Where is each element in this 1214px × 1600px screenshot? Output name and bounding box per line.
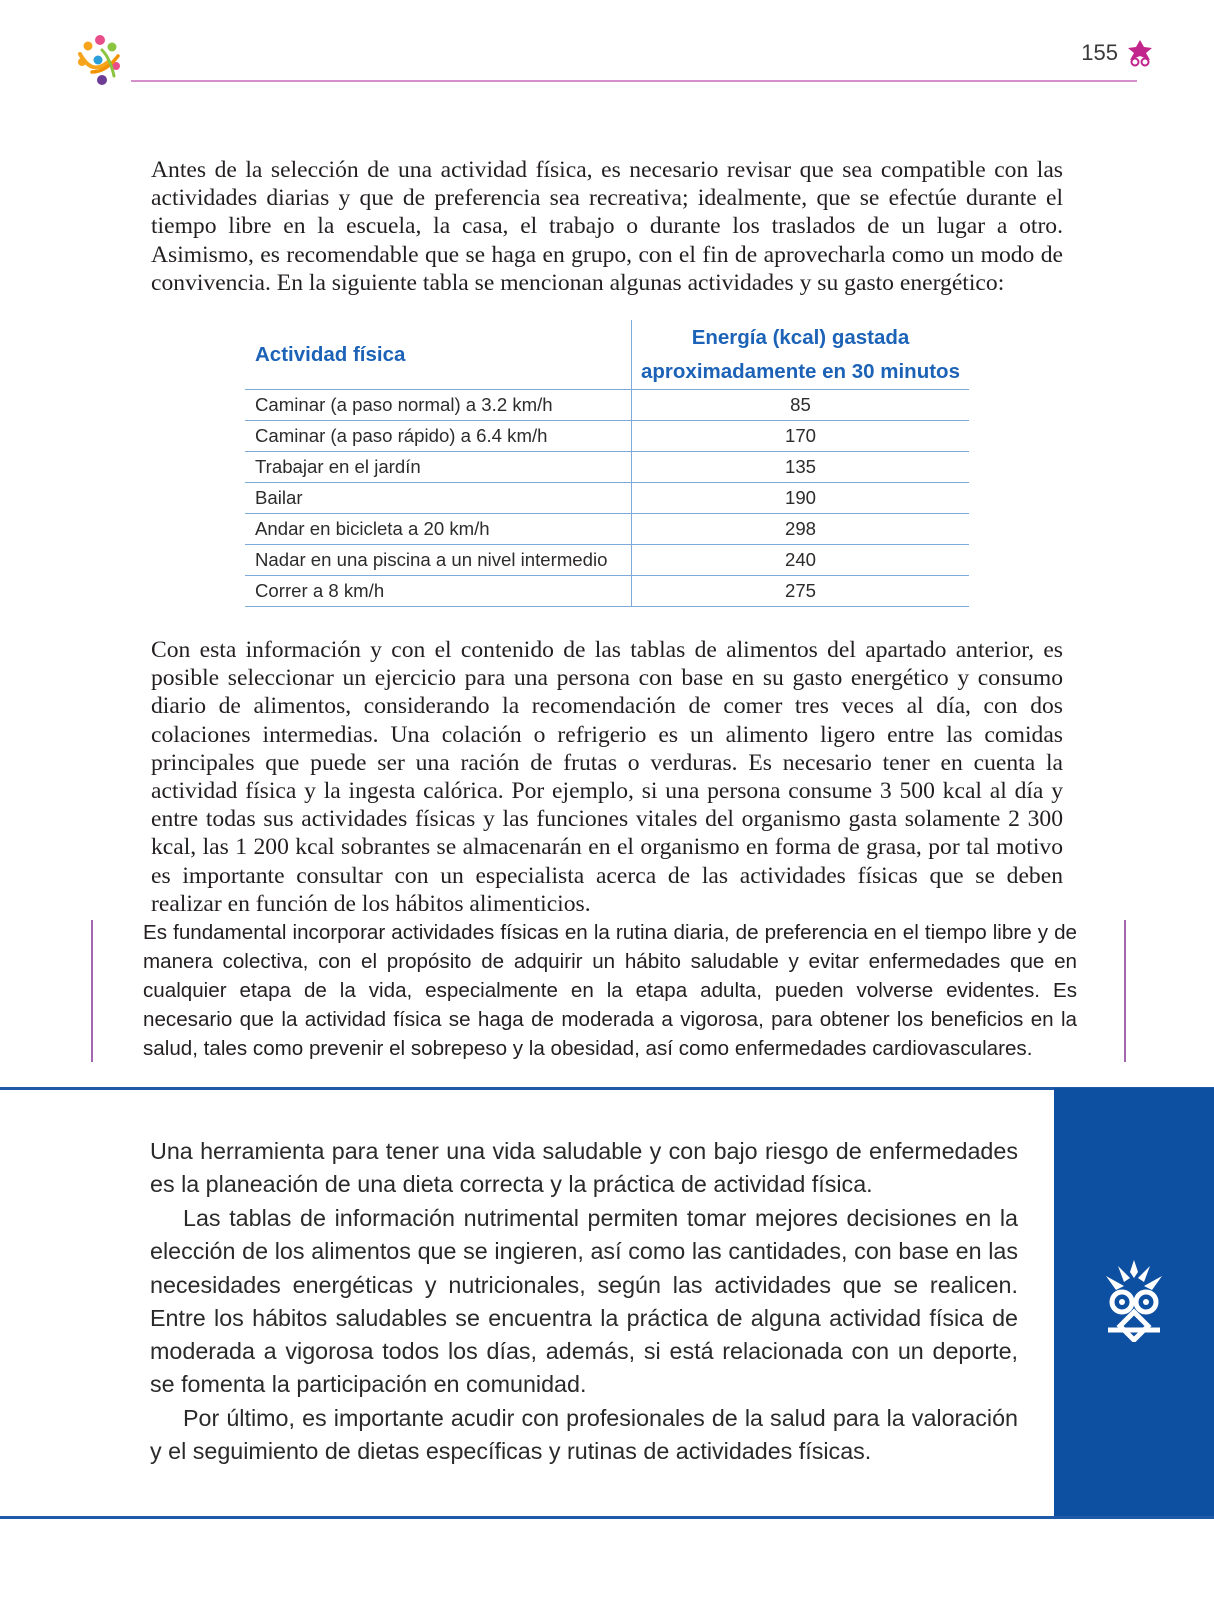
summary-paragraph-2: Las tablas de información nutrimental permiten tomar mejores decisiones en la elección de los alimentos que se ingieren, así como las cantidades, con base en las necesidades energéticas y nutricionales, según las actividades que se realicen. Entre los hábitos saludables se encuentra la práctica de alguna actividad física de moderada a vigorosa todos los días, además, si está relacionada con un deporte, se fomenta la participación en comunidad.: [150, 1205, 1018, 1398]
callout-text: Es fundamental incorporar actividades físicas en la rutina diaria, de preferencia en el tiempo libre y de manera colectiva, con el propósito de adquirir un hábito saludable y evitar enfermedades que en cualquier etapa de la vida, especialmente en la etapa adulta, pueden volverse evidentes. Es necesario que la actividad física se haga de moderada a vigorosa, para obtener los beneficios en la salud, tales como prevenir el sobrepeso y la obesidad, así como enfermedades cardiovasculares.: [143, 921, 1077, 1060]
table-row: [245, 421, 969, 452]
activity-cell: Caminar (a paso normal) a 3.2 km/h: [245, 390, 632, 421]
white-emblem-icon: [1100, 1258, 1168, 1342]
callout-right-bar: [1124, 920, 1126, 1062]
column-header-energy: [632, 320, 970, 390]
activity-cell: Caminar (a paso rápido) a 6.4 km/h: [245, 421, 632, 452]
table-row: [245, 514, 969, 545]
kcal-cell: 190: [632, 483, 970, 514]
kcal-cell: 170: [632, 421, 970, 452]
energy-expenditure-table: [245, 320, 969, 607]
summary-paragraph-3: Por último, es importante acudir con profesionales de la salud para la valoración y el seguimiento de dietas específicas y rutinas de actividades físicas.: [150, 1405, 1018, 1465]
table-row: [245, 483, 969, 514]
colorful-dots-logo-icon: [72, 32, 128, 88]
kcal-cell: 135: [632, 452, 970, 483]
energy-header-line-2: aproximadamente en 30 minutos: [641, 359, 960, 383]
column-header-activity: Actividad física: [255, 342, 406, 366]
callout-left-bar: [91, 920, 93, 1062]
intro-paragraph: Antes de la selección de una actividad física, es necesario revisar que sea compatible con las actividades diarias y que de preferencia sea recreativa; idealmente, que se efectúe durante el tiempo libre en la escuela, la casa, el trabajo o durante los traslados de un lugar a otro. Asimismo, es recomendable que se haga en grupo, con el fin de aprovecharla como un modo de convivencia. En la siguiente tabla se mencionan algunas actividades y su gasto energético:: [151, 157, 1063, 296]
header-rule: [131, 80, 1137, 82]
summary-paragraph-1: Una herramienta para tener una vida saludable y con bajo riesgo de enfermedades es la planeación de una dieta correcta y la práctica de actividad física.: [150, 1138, 1018, 1198]
body-paragraph: Con esta información y con el contenido de las tablas de alimentos del apartado anterior, es posible seleccionar un ejercicio para una persona con base en su gasto energético y consumo diario de alimentos, considerando la recomendación de comer tres veces al día, con dos colaciones intermedias. Una colación o refrigerio es un alimento ligero entre las comidas principales que puede ser una ración de frutas o verduras. Es necesario tener en cuenta la actividad física y la ingesta calórica. Por ejemplo, si una persona consume 3 500 kcal al día y entre todas sus actividades físicas y las funciones vitales del organismo gasta solamente 2 300 kcal, las 1 200 kcal sobrantes se almacenarán en el organismo en forma de grasa, por tal motivo es importante consultar con un especialista acerca de las actividades físicas que se deben realizar en función de los hábitos alimenticios.: [151, 637, 1063, 917]
table-row: [245, 452, 969, 483]
table-row: [245, 390, 969, 421]
activity-cell: Trabajar en el jardín: [245, 452, 632, 483]
page-number: 155: [1081, 40, 1118, 65]
activity-cell: Andar en bicicleta a 20 km/h: [245, 514, 632, 545]
summary-bottom-rule: [0, 1516, 1214, 1519]
magenta-flower-icon: [1126, 38, 1154, 68]
kcal-cell: 240: [632, 545, 970, 576]
table-row: [245, 545, 969, 576]
activity-cell: Nadar en una piscina a un nivel intermedio: [245, 545, 632, 576]
kcal-cell: 275: [632, 576, 970, 607]
activity-cell: Bailar: [245, 483, 632, 514]
activity-cell: Correr a 8 km/h: [245, 576, 632, 607]
table-row: [245, 576, 969, 607]
table-header-row: [245, 320, 969, 390]
kcal-cell: 298: [632, 514, 970, 545]
kcal-cell: 85: [632, 390, 970, 421]
energy-header-line-1: Energía (kcal) gastada: [691, 325, 910, 349]
